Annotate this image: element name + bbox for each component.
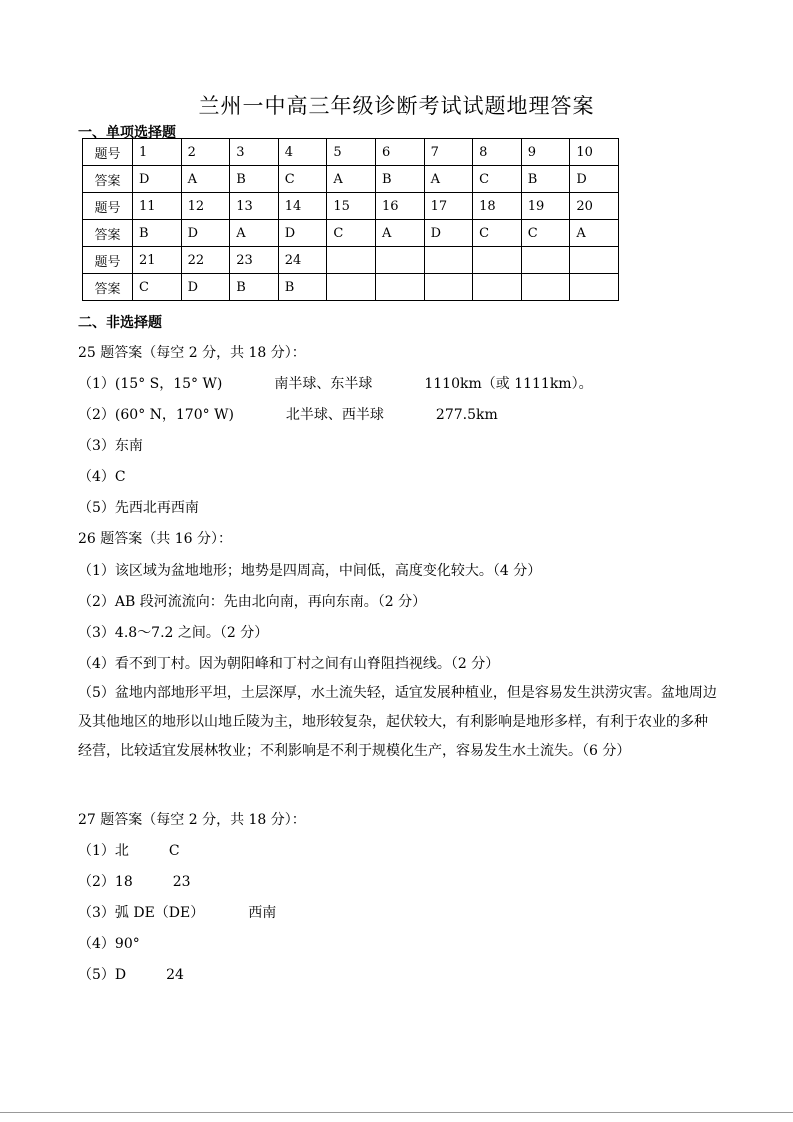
table-cell xyxy=(570,274,619,301)
table-cell: 2 xyxy=(181,139,230,166)
table-cell: B xyxy=(521,166,570,193)
table-cell: 15 xyxy=(327,193,376,220)
table-cell: 14 xyxy=(278,193,327,220)
q25-a1-coord: (15° S，15° W) xyxy=(114,376,223,392)
table-cell xyxy=(327,274,376,301)
q26-answer-2: （2）AB 段河流流向：先由北向南，再向东南。（2 分） xyxy=(78,594,427,610)
table-cell: A xyxy=(424,166,473,193)
table-cell: 6 xyxy=(375,139,424,166)
page-title: 兰州一中高三年级诊断考试试题地理答案 xyxy=(198,94,595,118)
table-cell: C xyxy=(278,166,327,193)
table-cell: D xyxy=(181,274,230,301)
q27-a3-label: （3）弧 DE（DE） xyxy=(78,905,205,921)
table-cell: 16 xyxy=(375,193,424,220)
q25-answer-3: （3）东南 xyxy=(78,438,143,454)
table-cell: 20 xyxy=(570,193,619,220)
q25-a1-distance: 1110km（或 1111km）。 xyxy=(424,376,593,392)
table-cell xyxy=(327,247,376,274)
table-row xyxy=(83,193,619,220)
q25-answer-5: （5）先西北再西南 xyxy=(78,500,199,516)
table-row xyxy=(83,247,619,274)
table-cell: D xyxy=(133,166,182,193)
table-cell: C xyxy=(327,220,376,247)
q27-a5-label: （5）D xyxy=(78,967,127,983)
q25-a2-coord: (60° N，170° W) xyxy=(114,407,234,423)
q26-answer-1: （1）该区域为盆地地形；地势是四周高，中间低，高度变化较大。（4 分） xyxy=(78,563,542,579)
q27-a3-value: 西南 xyxy=(248,905,277,921)
table-cell: B xyxy=(230,166,279,193)
table-cell: C xyxy=(133,274,182,301)
table-cell: C xyxy=(521,220,570,247)
section-non-choice-title: 二、非选择题 xyxy=(78,315,162,331)
q27-answer-3 xyxy=(78,902,276,922)
table-cell: B xyxy=(375,166,424,193)
table-cell: 17 xyxy=(424,193,473,220)
table-cell: 24 xyxy=(278,247,327,274)
table-cell: D xyxy=(570,166,619,193)
table-cell xyxy=(424,274,473,301)
table-cell: 4 xyxy=(278,139,327,166)
q27-a1-value: C xyxy=(168,843,180,859)
table-cell: A xyxy=(327,166,376,193)
q27-answer-5 xyxy=(78,964,184,984)
q27-answer-1 xyxy=(78,840,180,860)
q25-answer-4: （4）C xyxy=(78,469,126,485)
q27-answer-2 xyxy=(78,871,191,891)
table-row-header: 题号 xyxy=(83,247,133,274)
table-cell: 5 xyxy=(327,139,376,166)
table-cell: A xyxy=(230,220,279,247)
q27-header: 27 题答案（每空 2 分，共 18 分）： xyxy=(78,812,306,828)
table-cell: 3 xyxy=(230,139,279,166)
table-cell: 10 xyxy=(570,139,619,166)
q25-answer-2 xyxy=(78,404,498,424)
table-row-header: 答案 xyxy=(83,274,133,301)
table-cell: 7 xyxy=(424,139,473,166)
q27-answer-4: （4）90° xyxy=(78,936,140,952)
q26-answer-5: （5）盆地内部地形平坦，土层深厚，水土流失轻，适宜发展种植业，但是容易发生洪涝灾害。盆地周边及其他地区的地形以山地丘陵为主，地形较复杂，起伏较大，有利影响是地形多样，有利于农业的多种经营，比较适宜发展林牧业；不利影响是不利于规模化生产，容易发生水土流失。（6 分） xyxy=(78,685,717,759)
q27-a5-value: 24 xyxy=(166,967,184,983)
table-cell: 22 xyxy=(181,247,230,274)
table-cell xyxy=(424,247,473,274)
table-cell: 23 xyxy=(230,247,279,274)
table-row xyxy=(83,274,619,301)
table-cell: B xyxy=(278,274,327,301)
table-row xyxy=(83,139,619,166)
q26-answer-3: （3）4.8～7.2 之间。（2 分） xyxy=(78,625,269,641)
table-row xyxy=(83,166,619,193)
table-row-header: 答案 xyxy=(83,220,133,247)
table-cell xyxy=(375,274,424,301)
table-cell xyxy=(375,247,424,274)
q25-a1-hemisphere: 南半球、东半球 xyxy=(274,376,373,392)
table-row-header: 题号 xyxy=(83,139,133,166)
table-cell xyxy=(521,247,570,274)
table-cell: 9 xyxy=(521,139,570,166)
table-cell: A xyxy=(570,220,619,247)
table-cell: A xyxy=(181,166,230,193)
q25-a2-hemisphere: 北半球、西半球 xyxy=(285,407,384,423)
table-cell: D xyxy=(424,220,473,247)
q27-a1-label: （1）北 xyxy=(78,843,129,859)
table-row xyxy=(83,220,619,247)
section-multiple-choice-title: 一、单项选择题 xyxy=(78,125,176,141)
table-cell: C xyxy=(473,220,522,247)
table-cell: 12 xyxy=(181,193,230,220)
table-cell xyxy=(473,247,522,274)
table-cell: 19 xyxy=(521,193,570,220)
table-cell xyxy=(473,274,522,301)
table-row-header: 题号 xyxy=(83,193,133,220)
q25-answer-1 xyxy=(78,373,593,393)
q25-a1-label: （1） xyxy=(78,376,115,392)
q27-a2-value: 23 xyxy=(172,874,191,890)
table-cell: 18 xyxy=(473,193,522,220)
q25-a2-distance: 277.5km xyxy=(435,407,498,423)
q25-header: 25 题答案（每空 2 分，共 18 分）： xyxy=(78,345,306,361)
table-cell xyxy=(570,247,619,274)
table-cell: D xyxy=(278,220,327,247)
table-cell: 13 xyxy=(230,193,279,220)
table-cell: D xyxy=(181,220,230,247)
table-cell: B xyxy=(133,220,182,247)
bottom-divider xyxy=(0,1112,793,1113)
answer-table xyxy=(82,138,619,301)
q26-header: 26 题答案（共 16 分）： xyxy=(78,531,232,547)
q27-a2-label: （2）18 xyxy=(78,874,133,890)
table-cell: 8 xyxy=(473,139,522,166)
table-cell: A xyxy=(375,220,424,247)
table-cell: 11 xyxy=(133,193,182,220)
table-cell xyxy=(521,274,570,301)
table-cell: B xyxy=(230,274,279,301)
table-row-header: 答案 xyxy=(83,166,133,193)
table-cell: 21 xyxy=(133,247,182,274)
q26-answer-4: （4）看不到丁村。因为朝阳峰和丁村之间有山脊阻挡视线。（2 分） xyxy=(78,656,500,672)
q25-a2-label: （2） xyxy=(78,407,115,423)
table-cell: C xyxy=(473,166,522,193)
table-cell: 1 xyxy=(133,139,182,166)
